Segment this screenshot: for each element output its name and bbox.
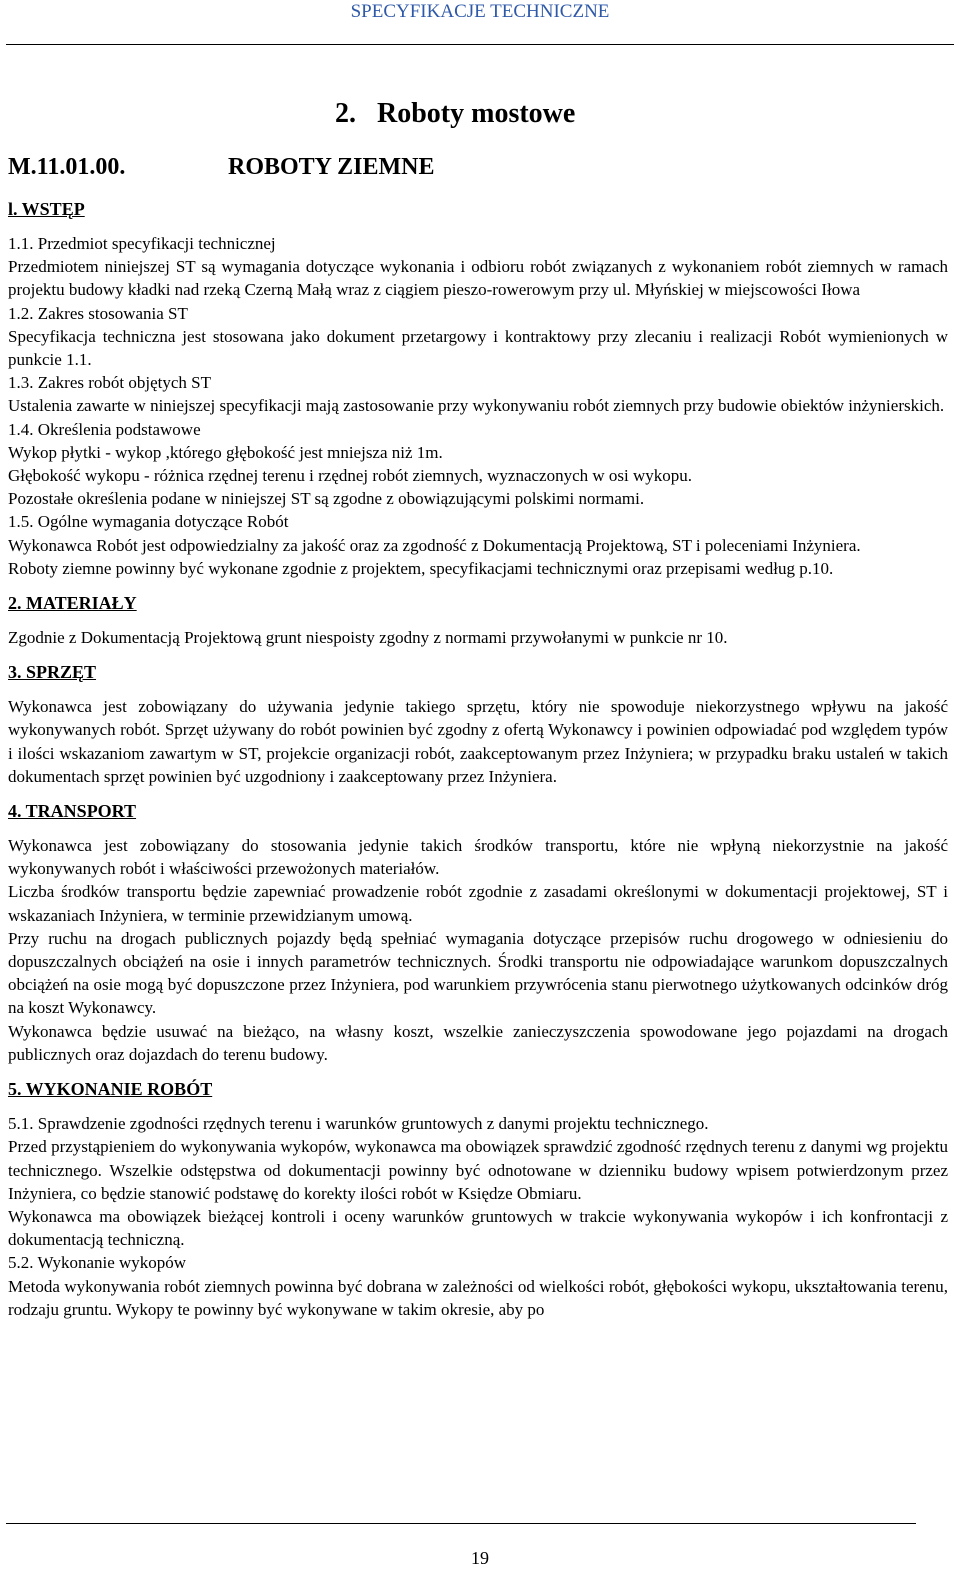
paragraph: Wykonawca Robót jest odpowiedzialny za jakość oraz za zgodność z Dokumentacją Projektową, ST i poleceniami Inżyniera. xyxy=(8,535,861,555)
section-heading: 5. WYKONANIE ROBÓT xyxy=(8,1079,213,1100)
chapter-title: 2. Roboty mostowe xyxy=(335,98,576,129)
paragraph: 1.2. Zakres stosowania ST xyxy=(8,303,188,323)
paragraph: Ustalenia zawarte w niniejszej specyfikacji mają zastosowanie przy wykonywaniu robót ziemnych przy budowie obiektów inżynierskich. xyxy=(8,396,945,416)
paragraph: 1.4. Określenia podstawowe xyxy=(8,419,201,439)
page-number: 19 xyxy=(471,1548,489,1568)
paragraph: Przed przystąpieniem do wykonywania wykopów, wykonawca ma obowiązek sprawdzić zgodność rzędnych terenu z danymi wg projektu technicznego. Wszelkie odstępstwa od dokumentacji powinny być odnotowane w dzienniku budowy wpisem potwierdzonym przez Inżyniera, co będzie stanowić podstawę do korekty ilości robót w Księdze Obmiaru. xyxy=(8,1137,948,1203)
paragraph: Wykonawca ma obowiązek bieżącej kontroli i oceny warunków gruntowych w trakcie wykonywania wykopów i ich konfrontacji z dokumentacją techniczną. xyxy=(8,1206,948,1250)
paragraph: Liczba środków transportu będzie zapewniać prowadzenie robót zgodnie z zasadami określonymi w dokumentacji projektowej, ST i wskazaniach Inżyniera, w terminie przewidzianym umową. xyxy=(8,882,948,925)
paragraph: Przy ruchu na drogach publicznych pojazdy będą spełniać wymagania dotyczące przepisów ruchu drogowego w odniesieniu do dopuszczalnych obciążeń na osie i innych parametrów technicznych. Środki transportu nie odpowiadające warunkom dopuszczalnych obciążeń na osie mogą być dopuszczone przez Inżyniera, pod warunkiem przywrócenia stanu pierwotnego użytkowanych odcinków dróg na koszt Wykonawcy. xyxy=(8,928,948,1018)
page-header: SPECYFIKACJE TECHNICZNE xyxy=(350,1,610,22)
paragraph: Specyfikacja techniczna jest stosowana jako dokument przetargowy i kontraktowy przy zlecaniu i realizacji Robót wymienionych w punkcie 1.1. xyxy=(8,326,948,370)
paragraph: Pozostałe określenia podane w niniejszej ST są zgodne z obowiązującymi polskimi normami. xyxy=(8,489,645,509)
section-heading: 2. MATERIAŁY xyxy=(8,593,137,614)
paragraph: 1.5. Ogólne wymagania dotyczące Robót xyxy=(8,512,289,532)
paragraph: Wykop płytki - wykop ,którego głębokość jest mniejsza niż 1m. xyxy=(8,442,443,462)
paragraph: Przedmiotem niniejszej ST są wymagania dotyczące wykonania i odbioru robót związanych z wykonaniem robót ziemnych w ramach projektu budowy kładki nad rzeką Czerną Małą wraz z ciągiem pieszo-rowerowym przy ul. Młyńskiej w miejscowości Iłowa xyxy=(8,257,948,300)
paragraph: Zgodnie z Dokumentacją Projektową grunt niespoisty zgodny z normami przywołanymi w punkcie nr 10. xyxy=(8,628,728,648)
paragraph: 5.1. Sprawdzenie zgodności rzędnych terenu i warunków gruntowych z danymi projektu technicznego. xyxy=(8,1114,709,1134)
document-body xyxy=(8,232,948,1321)
spec-code: M.11.01.00. xyxy=(8,154,126,180)
section-heading: 3. SPRZĘT xyxy=(8,662,97,683)
paragraph: 5.2. Wykonanie wykopów xyxy=(8,1253,187,1273)
paragraph: Roboty ziemne powinny być wykonane zgodnie z projektem, specyfikacjami technicznymi oraz przepisami według p.10. xyxy=(8,558,834,578)
paragraph: Metoda wykonywania robót ziemnych powinna być dobrana w zależności od wielkości robót, głębokości wykopu, ukształtowania terenu, rodzaju gruntu. Wykopy te powinny być wykonywane w takim okresie, aby po xyxy=(8,1276,948,1319)
paragraph: Głębokość wykopu - różnica rzędnej terenu i rzędnej robót ziemnych, wyznaczonych w osi wykopu. xyxy=(8,466,693,486)
paragraph: Wykonawca będzie usuwać na bieżąco, na własny koszt, wszelkie zanieczyszczenia spowodowane jego pojazdami na drogach publicznych oraz dojazdach do terenu budowy. xyxy=(8,1021,948,1064)
spec-title: ROBOTY ZIEMNE xyxy=(228,154,435,180)
section-heading: 4. TRANSPORT xyxy=(8,801,137,822)
paragraph: 1.3. Zakres robót objętych ST xyxy=(8,373,212,393)
paragraph: 1.1. Przedmiot specyfikacji technicznej xyxy=(8,234,276,253)
footer-divider xyxy=(6,1523,916,1524)
paragraph: Wykonawca jest zobowiązany do stosowania jedynie takich środków transportu, które nie wpłyną niekorzystnie na jakość wykonywanych robót i właściwości przewożonych materiałów. xyxy=(8,836,948,879)
intro-heading: l. WSTĘP xyxy=(8,199,85,219)
header-divider xyxy=(6,44,954,45)
paragraph: Wykonawca jest zobowiązany do używania jedynie takiego sprzętu, który nie spowoduje niekorzystnego wpływu na jakość wykonywanych robót. Sprzęt używany do robót powinien być zgodny z ofertą Wykonawcy i powinien odpowiadać pod względem typów i ilości wskazaniom zawartym w ST, projekcie organizacji robót, zaakceptowanym przez Inżyniera; w przypadku braku ustaleń w takich dokumentach sprzęt powinien być uzgodniony i zaakceptowany przez Inżyniera. xyxy=(8,697,948,786)
